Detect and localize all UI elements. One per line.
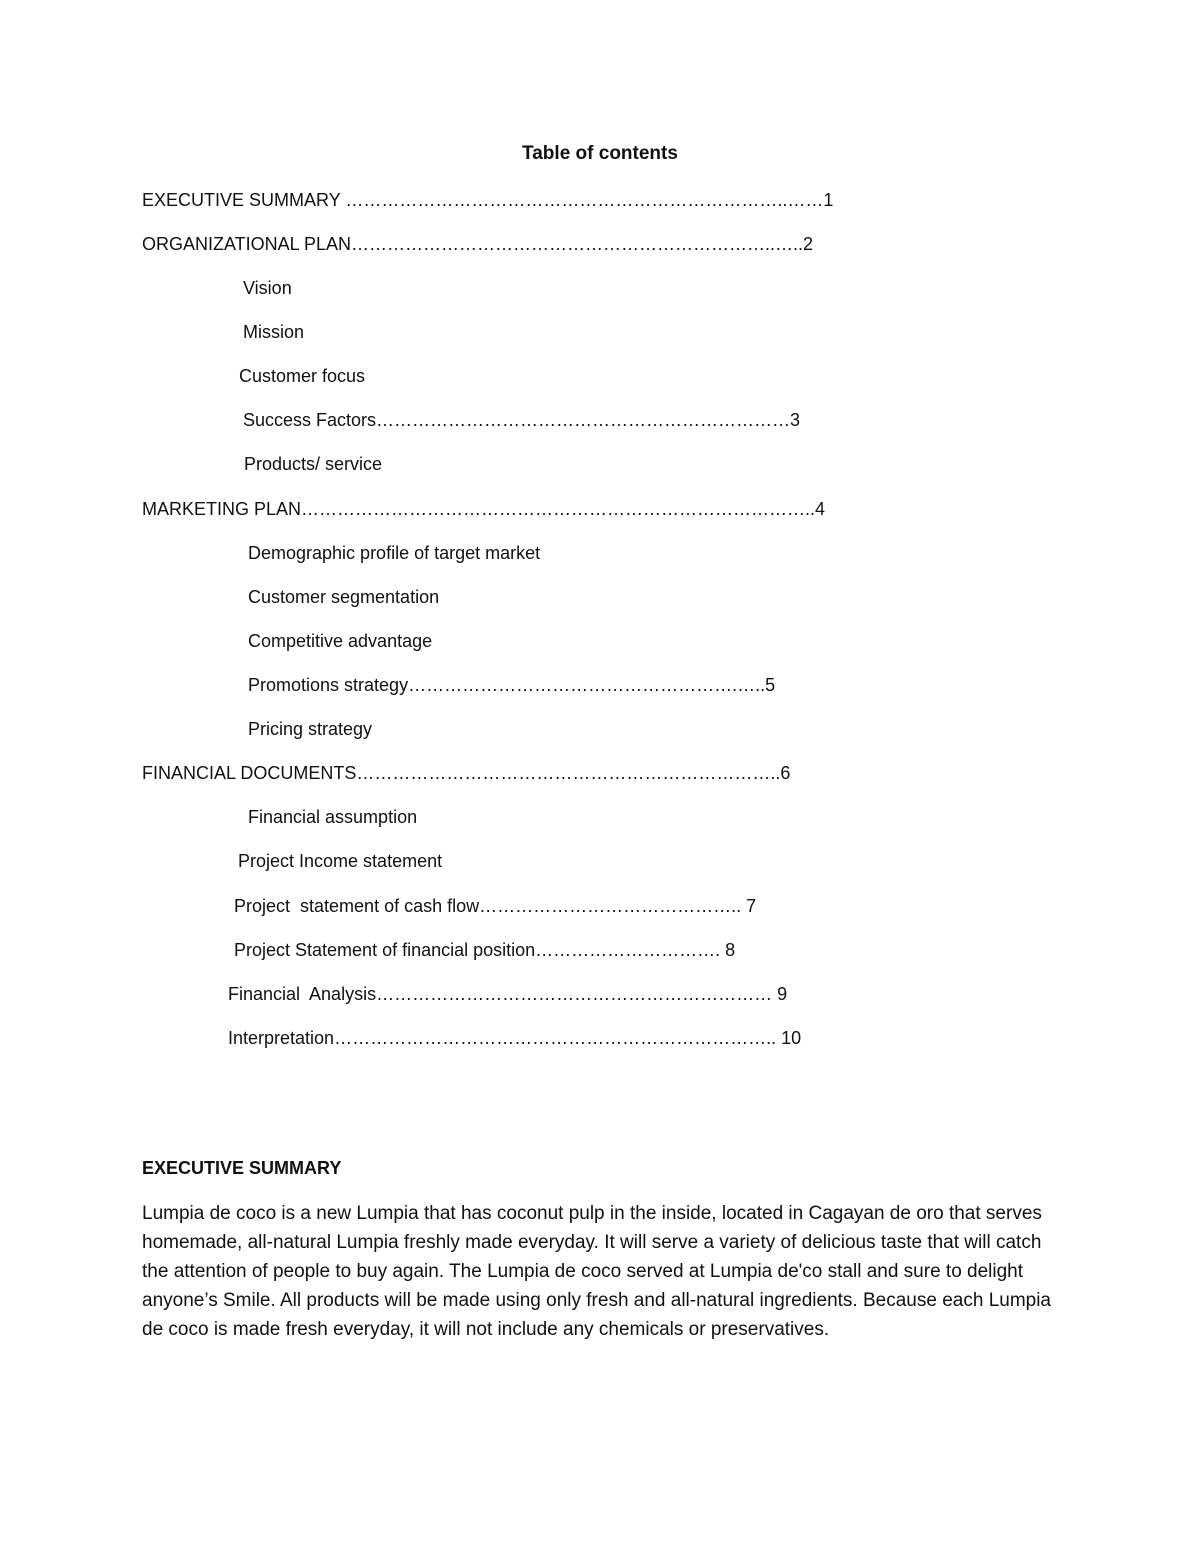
toc-entry-interpretation: Interpretation……………………………………………………………….. 10 <box>228 1028 802 1048</box>
toc-entry-mission: Mission <box>243 322 305 342</box>
toc-entry-demographic-profile: Demographic profile of target market <box>248 543 541 563</box>
toc-entry-cash-flow: Project statement of cash flow…………………………………….. 7 <box>234 896 757 916</box>
toc-entry-promotions-strategy: Promotions strategy……………………………………………….…..5 <box>248 675 776 695</box>
toc-entry-products-service: Products/ service <box>244 454 383 474</box>
toc-entry-financial-analysis: Financial Analysis………………………………………………………… 9 <box>228 984 788 1004</box>
toc-entry-customer-segmentation: Customer segmentation <box>248 587 440 607</box>
toc-entry-financial-assumption: Financial assumption <box>248 807 418 827</box>
toc-entry-executive-summary: EXECUTIVE SUMMARY ………………………………………………………………..……1 <box>142 190 834 210</box>
toc-entry-financial-documents: FINANCIAL DOCUMENTS……………………………………………………………..6 <box>142 763 791 783</box>
toc-entry-competitive-advantage: Competitive advantage <box>248 631 433 651</box>
toc-entry-customer-focus: Customer focus <box>239 366 366 386</box>
toc-entry-marketing-plan: MARKETING PLAN…………………………………………………………………………..4 <box>142 499 826 519</box>
toc-entry-pricing-strategy: Pricing strategy <box>248 719 373 739</box>
executive-summary-paragraph: Lumpia de coco is a new Lumpia that has coconut pulp in the inside, located in Cagayan de oro that serves homemade, all-natural Lumpia freshly made everyday. It will serve a variety of delicious taste that will catch the attention of people to buy again. The Lumpia de coco served at Lumpia de'co stall and sure to delight anyone’s Smile. All products will be made using only fresh and all-natural ingredients. Because each Lumpia de coco is made fresh everyday, it will not include any chemicals or preservatives. <box>142 1203 1052 1340</box>
toc-entry-success-factors: Success Factors……………………………………………………………3 <box>243 410 801 430</box>
toc-title: Table of contents <box>522 143 678 164</box>
section-heading-executive-summary: EXECUTIVE SUMMARY <box>142 1158 342 1178</box>
toc-entry-financial-position: Project Statement of financial position…………………………. 8 <box>234 940 736 960</box>
toc-entry-project-income-statement: Project Income statement <box>238 851 443 871</box>
toc-entry-organizational-plan: ORGANIZATIONAL PLAN……………………………………………………………..…..2 <box>142 234 814 254</box>
toc-entry-vision: Vision <box>243 278 292 298</box>
